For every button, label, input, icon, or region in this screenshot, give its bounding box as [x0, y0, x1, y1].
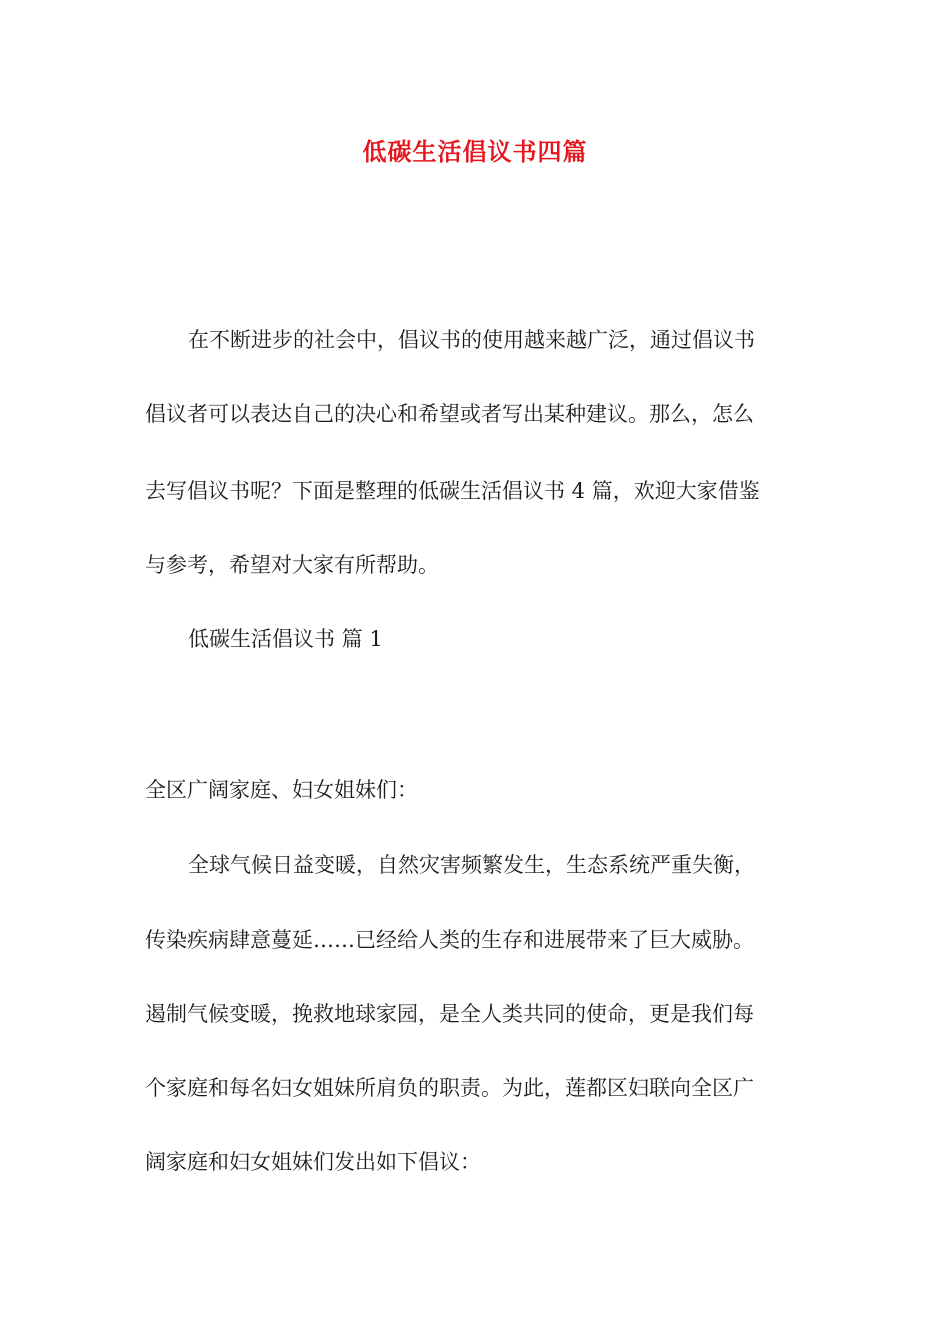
intro-paragraph-line-3: 去写倡议书呢？下面是整理的低碳生活倡议书 4 篇，欢迎大家借鉴	[145, 479, 760, 503]
intro-paragraph-line-4: 与参考，希望对大家有所帮助。	[145, 553, 439, 577]
document-title: 低碳生活倡议书四篇	[362, 137, 588, 166]
body-paragraph-line-4: 个家庭和每名妇女姐妹所肩负的职责。为此，莲都区妇联向全区广	[145, 1076, 754, 1100]
section-heading: 低碳生活倡议书 篇 1	[188, 627, 383, 651]
body-paragraph-line-2: 传染疾病肆意蔓延……已经给人类的生存和进展带来了巨大威胁。	[145, 928, 754, 952]
body-paragraph-line-3: 遏制气候变暖，挽救地球家园，是全人类共同的使命，更是我们每	[145, 1002, 754, 1026]
intro-paragraph-line-1: 在不断进步的社会中，倡议书的使用越来越广泛，通过倡议书	[188, 328, 755, 352]
body-paragraph-line-1: 全球气候日益变暖，自然灾害频繁发生，生态系统严重失衡，	[188, 853, 755, 877]
salutation: 全区广阔家庭、妇女姐妹们：	[145, 778, 418, 802]
intro-paragraph-line-2: 倡议者可以表达自己的决心和希望或者写出某种建议。那么，怎么	[145, 402, 754, 426]
body-paragraph-line-5: 阔家庭和妇女姐妹们发出如下倡议：	[145, 1150, 481, 1174]
